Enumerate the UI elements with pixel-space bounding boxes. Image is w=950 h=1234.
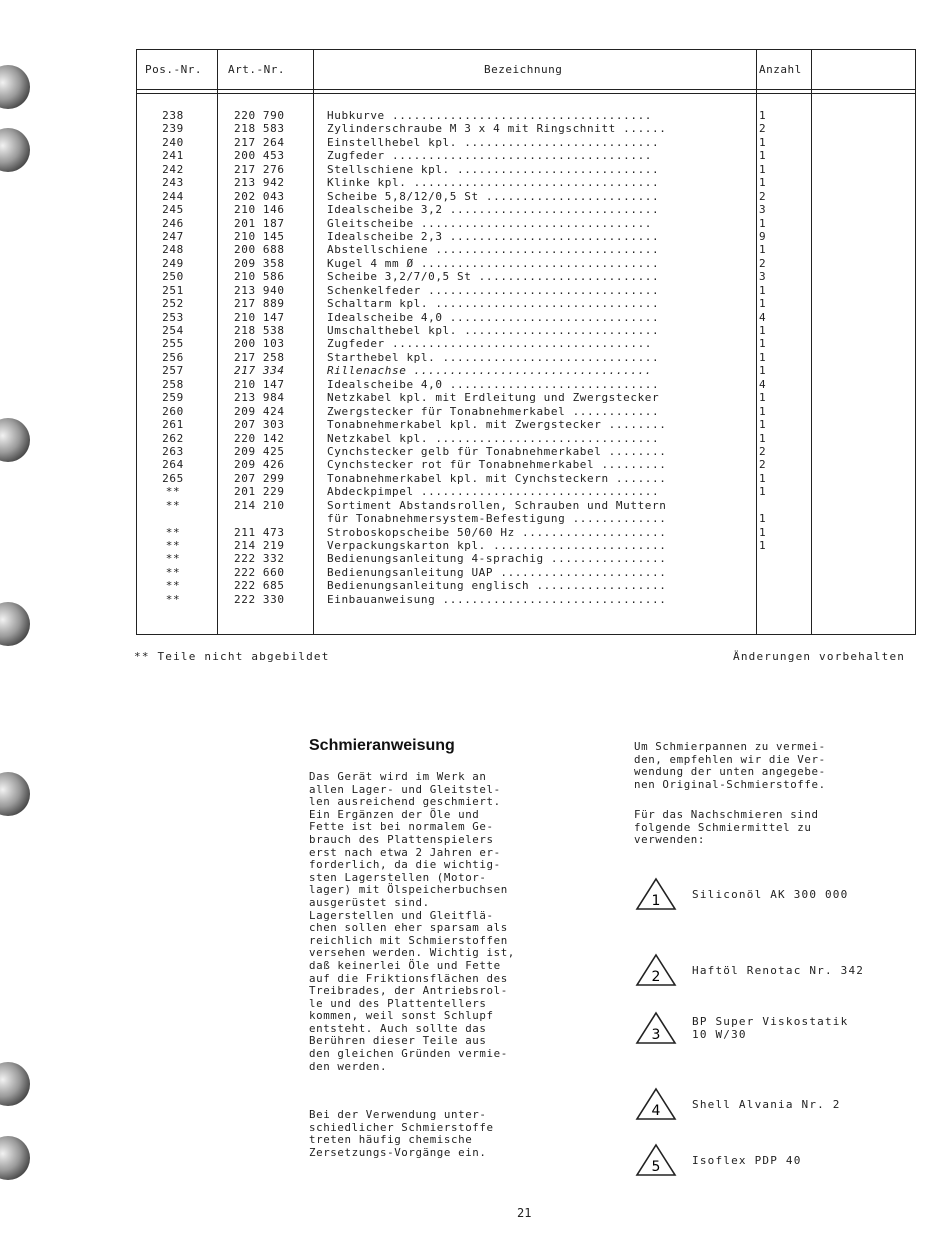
cell-anz: 4 [759,377,767,391]
lubrication-paragraph: Für das Nachschmieren sind folgende Schmiermittel zu verwenden: [634,808,819,847]
cell-art: 218 538 [234,324,285,337]
header-art: Art.-Nr. [228,63,285,76]
cell-art: 200 103 [234,337,285,351]
warning-triangle-icon [634,876,678,912]
cell-anz: 2 [759,256,767,270]
cell-anz: 1 [759,162,767,176]
cell-pos: 249 [162,256,184,270]
cell-art: 207 303 [234,418,285,432]
cell-anz: 2 [759,458,767,472]
section-title: Schmieranweisung [309,737,455,754]
cell-bez: Umschalthebel kpl. ........................... [327,324,660,337]
cell-anz: 1 [759,297,767,311]
cell-art: 222 685 [234,579,285,593]
cell-pos: ** [165,539,181,552]
cell-bez: Bedienungsanleitung englisch .................. [327,579,667,593]
cell-bez: Starthebel kpl. .............................. [327,350,660,364]
cell-bez: Verpackungskarton kpl. ........................ [327,539,667,552]
cell-pos: 258 [162,377,184,391]
cell-bez: Klinke kpl. .................................. [327,176,660,190]
cell-pos: 264 [162,458,184,472]
cell-anz: 1 [759,109,767,122]
cell-pos [148,512,198,525]
cell-bez: Cynchstecker gelb für Tonabnehmerkabel ........ [327,444,667,458]
cell-art: 220 790 [234,109,285,122]
cell-bez: Tonabnehmerkabel kpl. mit Zwergstecker ........ [327,418,667,432]
cell-bez: Netzkabel kpl. ............................... [327,431,660,445]
cell-anz: 1 [759,431,767,445]
cell-anz: 2 [759,189,767,203]
binder-hole [0,418,30,462]
cell-pos: 248 [162,243,184,257]
binder-hole [0,1062,30,1106]
cell-anz [759,499,769,512]
cell-anz: 1 [759,404,767,418]
cell-bez: Scheibe 5,8/12/0,5 St ........................ [327,189,660,203]
cell-anz: 9 [759,229,767,243]
lubricant-name: Shell Alvania Nr. 2 [692,1098,841,1111]
cell-anz: 1 [759,350,767,364]
cell-pos: ** [165,525,181,539]
cell-anz [759,579,769,592]
lubricant-item [634,876,914,916]
column-divider [217,49,218,635]
cell-anz: 1 [759,364,767,378]
binder-hole [0,772,30,816]
cell-bez: Stroboskopscheibe 50/60 Hz .................... [327,525,667,539]
cell-art: 218 583 [234,122,285,136]
cell-art [234,512,304,525]
cell-pos: 243 [162,176,184,190]
warning-triangle-icon [634,1010,678,1046]
table-header-divider [136,89,916,90]
lubricant-name: Siliconöl AK 300 000 [692,888,849,901]
cell-pos: ** [165,498,181,512]
warning-triangle-icon [634,1086,678,1122]
cell-pos: 255 [162,337,184,351]
cell-art: 222 660 [234,565,285,579]
cell-art: 210 146 [234,203,285,217]
cell-pos: 259 [162,391,184,405]
cell-bez: Zylinderschraube M 3 x 4 mit Ringschnitt ...... [327,122,667,136]
cell-bez: Abdeckpimpel ................................. [327,485,660,499]
cell-pos: ** [165,592,181,606]
cell-anz: 1 [759,283,767,297]
cell-pos: 254 [162,324,184,337]
column-anzahl [759,109,769,606]
cell-art: 217 258 [234,350,285,364]
cell-bez: Idealscheibe 3,2 ............................. [327,203,660,217]
cell-art: 209 358 [234,256,285,270]
lubricant-number: 4 [651,1103,661,1119]
cell-art: 210 147 [234,310,285,324]
cell-anz: 1 [759,324,767,337]
cell-pos: 261 [162,418,184,432]
cell-art: 210 586 [234,270,285,284]
cell-pos: ** [165,552,181,566]
cell-pos: 247 [162,229,184,243]
lubricant-number: 1 [651,893,661,909]
lubricant-item [634,1142,914,1182]
cell-art: 211 473 [234,525,285,539]
cell-anz: 2 [759,444,767,458]
cell-pos: 262 [162,431,184,445]
cell-bez: Scheibe 3,2/7/0,5 St ......................... [327,270,660,284]
cell-pos: 238 [162,109,184,122]
cell-pos: 246 [162,216,184,230]
cell-bez: Bedienungsanleitung UAP ....................... [327,565,667,579]
binder-hole [0,128,30,172]
cell-pos: 265 [162,471,184,485]
cell-bez: Gleitscheibe ................................ [327,216,653,230]
cell-bez: für Tonabnehmersystem-Befestigung ............. [327,512,667,526]
cell-pos: 241 [162,149,184,163]
binder-hole [0,1136,30,1180]
lubricant-name: Isoflex PDP 40 [692,1154,802,1167]
cell-art: 213 940 [234,283,285,297]
cell-pos: 251 [162,283,184,297]
cell-bez: Bedienungsanleitung 4-sprachig ................ [327,552,667,566]
cell-anz [759,552,769,565]
cell-art: 200 453 [234,149,285,163]
column-divider [811,49,812,635]
lubrication-paragraph: Bei der Verwendung unter- schiedlicher Schmierstoffe treten häufig chemische Zersetzungs-Vorgänge ein. [309,1108,494,1159]
binder-hole [0,65,30,109]
cell-bez: Hubkurve .................................... [327,109,653,122]
cell-art: 220 142 [234,431,285,445]
cell-bez: Idealscheibe 4,0 ............................. [327,377,660,391]
cell-pos: 256 [162,350,184,364]
cell-pos: 263 [162,444,184,458]
warning-triangle-icon [634,952,678,988]
cell-anz: 1 [759,525,767,539]
cell-art: 200 688 [234,243,285,257]
cell-pos: 240 [162,135,184,149]
cell-art: 201 229 [234,485,285,499]
cell-bez: Abstellschiene ............................... [327,243,660,257]
cell-art: 213 942 [234,176,285,190]
cell-art: 209 426 [234,458,285,472]
cell-art: 209 424 [234,404,285,418]
cell-art: 217 276 [234,162,285,176]
cell-anz: 2 [759,122,767,136]
cell-pos: 239 [162,122,184,136]
cell-art: 217 334 [234,364,285,378]
cell-bez: Netzkabel kpl. mit Erdleitung und Zwergstecker [327,391,660,405]
lubricant-item [634,952,914,992]
cell-anz: 1 [759,539,767,552]
cell-bez: Cynchstecker rot für Tonabnehmerkabel ......... [327,458,667,472]
cell-anz [759,593,769,606]
cell-pos: 252 [162,297,184,311]
column-divider [756,49,757,635]
cell-art: 217 264 [234,135,285,149]
cell-anz: 1 [759,391,767,405]
cell-anz: 1 [759,149,767,163]
cell-anz: 1 [759,243,767,257]
column-divider [313,49,314,635]
cell-bez: Zwergstecker für Tonabnehmerkabel ............ [327,404,660,418]
cell-pos: ** [165,579,181,593]
cell-pos: 245 [162,203,184,217]
lubricant-number: 3 [651,1027,661,1043]
cell-anz: 1 [759,337,767,351]
cell-bez: Zugfeder .................................... [327,149,653,163]
cell-art: 210 147 [234,377,285,391]
cell-bez: Idealscheibe 4,0 ............................. [327,310,660,324]
cell-bez: Tonabnehmerkabel kpl. mit Cynchsteckern ....... [327,471,667,485]
cell-anz: 1 [759,135,767,149]
cell-anz: 1 [759,418,767,432]
cell-pos: 250 [162,270,184,284]
cell-pos: 260 [162,404,184,418]
cell-art: 207 299 [234,471,285,485]
cell-pos: 244 [162,189,184,203]
cell-art: 213 984 [234,391,285,405]
cell-anz: 1 [759,485,767,499]
cell-art: 217 889 [234,297,285,311]
column-pos [148,109,198,606]
cell-pos: ** [165,485,181,499]
cell-anz: 1 [759,216,767,230]
lubricant-item [634,1010,914,1050]
header-anzahl: Anzahl [759,63,802,76]
cell-art: 222 332 [234,552,285,566]
column-bezeichnung [327,109,747,606]
binder-hole [0,602,30,646]
cell-bez: Idealscheibe 2,3 ............................. [327,229,660,243]
cell-anz [759,566,769,579]
header-bezeichnung: Bezeichnung [484,63,563,76]
cell-anz: 3 [759,270,767,284]
page-number: 21 [517,1206,532,1220]
cell-art: 222 330 [234,592,285,606]
cell-bez: Zugfeder .................................... [327,337,653,351]
header-pos: Pos.-Nr. [145,63,202,76]
lubrication-paragraph: Das Gerät wird im Werk an allen Lager- und Gleitstel- len ausreichend geschmiert. Ein Ergänzen der Öle und Fette ist bei normalem Ge- brauch des Plattenspielers erst nach etwa 2 Jahren er- forderlich, da die wichtig- sten Lagerstellen (Motor- lager) mit Ölspeicherbuchsen ausgerüstet sind. Lagerstellen und Gleitflä- chen sollen eher sparsam als reichlich mit Schmierstoffen versehen werden. Wichtig ist, daß keinerlei Öle und Fette auf die Friktionsflächen des Treibrades, der Antriebsrol- le und des Plattentellers kommen, weil sonst Schlupf entsteht. Auch sollte das Berühren dieser Teile aus den gleichen Gründen vermie- den werden. [309,770,515,1073]
footnote-not-shown: ** Teile nicht abgebildet [134,650,330,663]
warning-triangle-icon [634,1142,678,1178]
cell-art: 210 145 [234,229,285,243]
cell-anz: 4 [759,310,767,324]
lubricant-number: 5 [651,1159,661,1175]
lubricant-name: BP Super Viskostatik 10 W/30 [692,1015,849,1041]
lubricant-item [634,1086,914,1126]
cell-pos: 253 [162,310,184,324]
cell-bez: Sortiment Abstandsrollen, Schrauben und Muttern [327,498,667,512]
cell-bez: Einbauanweisung ............................... [327,592,667,606]
cell-art: 201 187 [234,216,285,230]
cell-bez: Stellschiene kpl. ............................ [327,162,660,176]
cell-anz: 1 [759,512,767,526]
cell-pos: 257 [162,364,184,378]
cell-art: 214 219 [234,539,285,552]
column-art [234,109,304,606]
cell-pos: 242 [162,162,184,176]
cell-anz: 3 [759,203,767,217]
cell-pos: ** [165,565,181,579]
footnote-changes-reserved: Änderungen vorbehalten [733,650,906,663]
table-header-divider [136,93,916,94]
cell-anz: 1 [759,176,767,190]
cell-bez: Schenkelfeder ................................ [327,283,660,297]
cell-art: 209 425 [234,444,285,458]
cell-bez: Kugel 4 mm Ø ................................. [327,256,660,270]
cell-art: 214 210 [234,498,285,512]
lubricant-name: Haftöl Renotac Nr. 342 [692,964,865,977]
lubricant-number: 2 [651,969,661,985]
cell-art: 202 043 [234,189,285,203]
cell-bez: Einstellhebel kpl. ........................... [327,135,660,149]
lubrication-paragraph: Um Schmierpannen zu vermei- den, empfehlen wir die Ver- wendung der unten angegebe- nen Original-Schmierstoffe. [634,740,826,791]
cell-bez: Schaltarm kpl. ............................... [327,297,660,311]
cell-bez: Rillenachse ................................. [327,364,653,378]
cell-anz: 1 [759,471,767,485]
